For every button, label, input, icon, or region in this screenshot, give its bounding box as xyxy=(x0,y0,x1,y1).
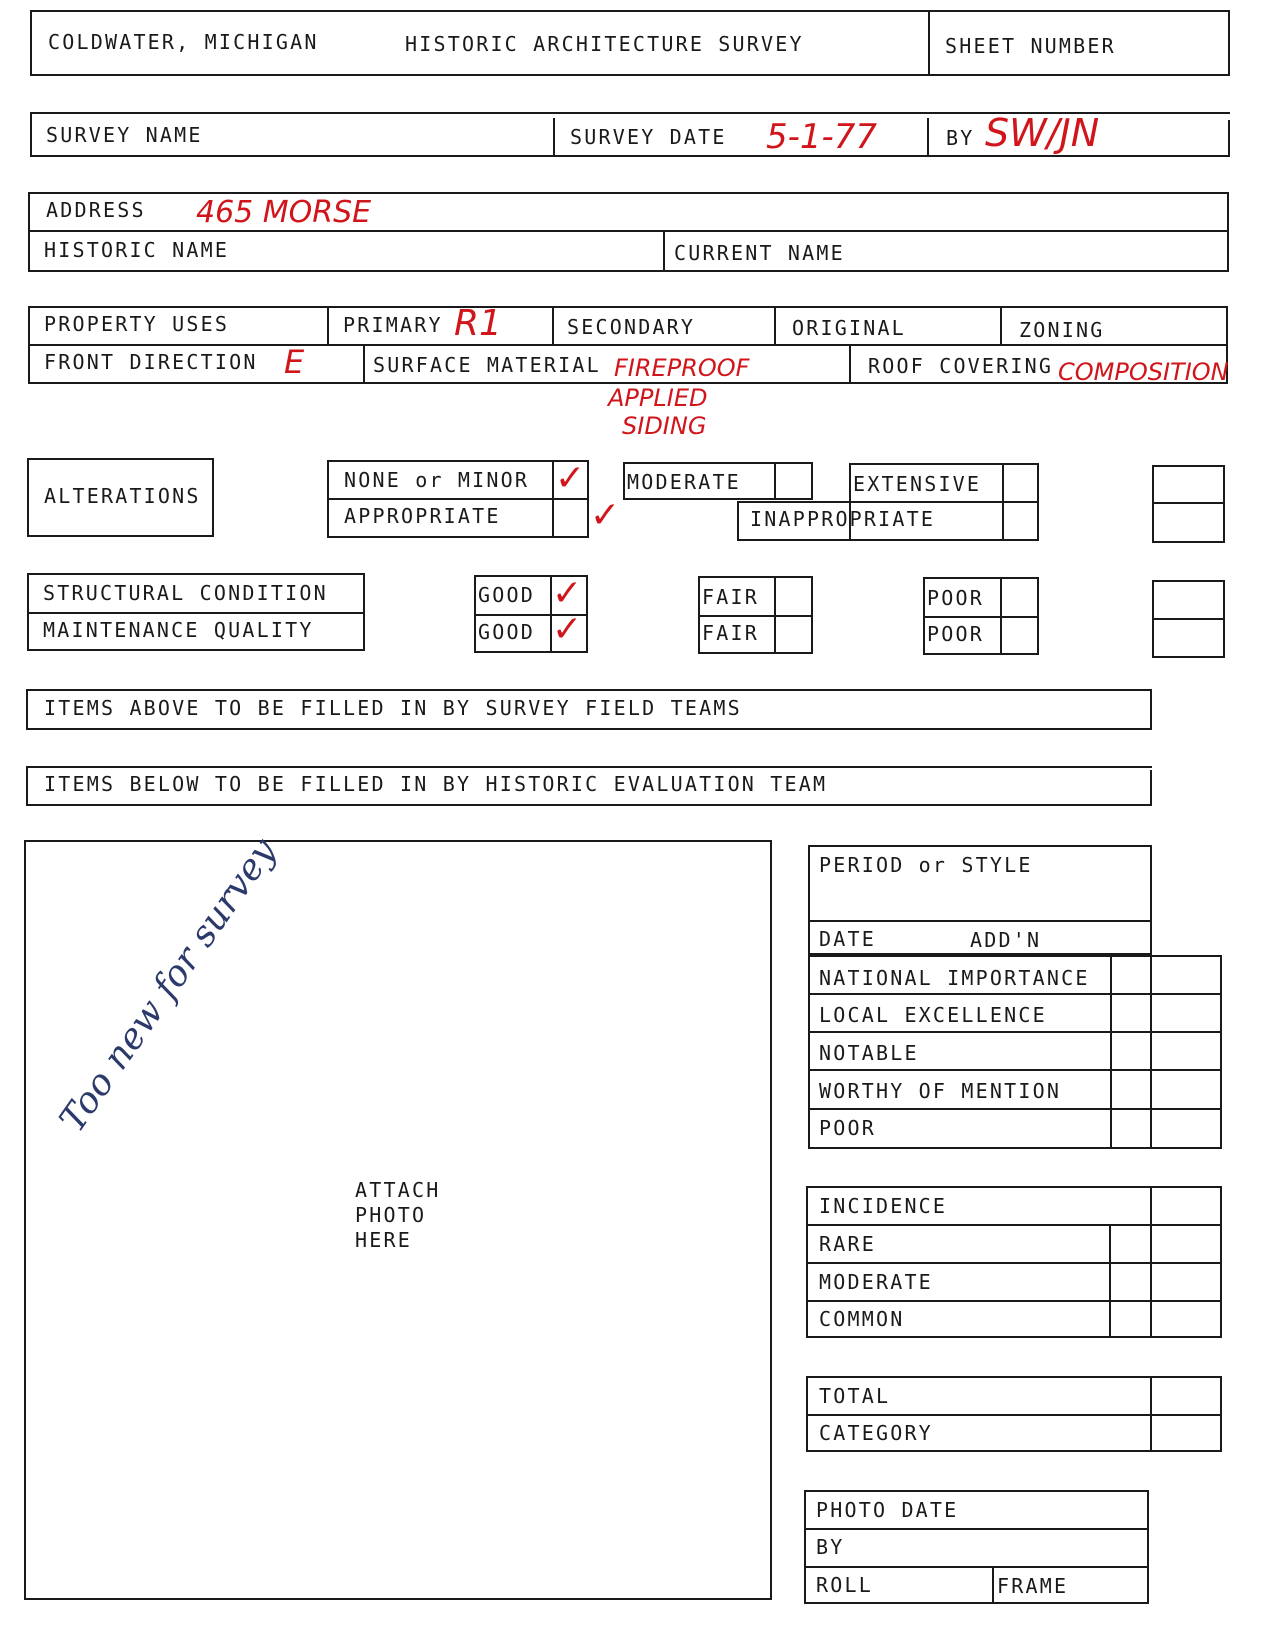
surface-material-line2[interactable]: APPLIED xyxy=(608,384,708,412)
moderate-label: MODERATE xyxy=(627,470,741,494)
current-name-label: CURRENT NAME xyxy=(674,241,845,265)
by-label: BY xyxy=(946,126,975,150)
incidence-rare: RARE xyxy=(819,1232,876,1256)
none-minor-check[interactable]: ✓ xyxy=(555,458,586,499)
roof-covering-value[interactable]: COMPOSITION xyxy=(1058,358,1229,386)
surveyor-initials[interactable]: SW/JN xyxy=(985,111,1100,155)
survey-date-label: SURVEY DATE xyxy=(570,125,727,149)
inappropriate-label: INAPPROPRIATE xyxy=(750,507,936,531)
maintenance-quality-label: MAINTENANCE QUALITY xyxy=(43,618,314,642)
maintenance-good-check[interactable]: ✓ xyxy=(552,609,583,650)
front-direction-value[interactable]: E xyxy=(284,343,305,381)
attach-line1: ATTACH xyxy=(355,1178,441,1202)
front-direction-label: FRONT DIRECTION xyxy=(44,350,258,374)
note-above: ITEMS ABOVE TO BE FILLED IN BY SURVEY FIELD TEAMS xyxy=(44,696,742,720)
incidence-moderate: MODERATE xyxy=(819,1270,933,1294)
historic-name-label: HISTORIC NAME xyxy=(44,238,230,262)
photo-by-label: BY xyxy=(816,1535,845,1559)
roof-covering-label: ROOF COVERING xyxy=(868,354,1054,378)
surface-material-label: SURFACE MATERIAL xyxy=(373,353,601,377)
survey-name-label: SURVEY NAME xyxy=(46,123,203,147)
attach-line2: PHOTO xyxy=(355,1203,427,1227)
good-label-structural: GOOD xyxy=(478,583,535,607)
period-style-label: PERIOD or STYLE xyxy=(819,853,1033,877)
structural-condition-label: STRUCTURAL CONDITION xyxy=(43,581,328,605)
eval-row-national: NATIONAL IMPORTANCE xyxy=(819,966,1090,990)
address-value[interactable]: 465 MORSE xyxy=(196,195,372,230)
alterations-score-box[interactable] xyxy=(1152,465,1225,543)
date-label: DATE xyxy=(819,927,876,951)
total-label: TOTAL xyxy=(819,1384,891,1408)
original-label: ORIGINAL xyxy=(792,316,906,340)
survey-date-value[interactable]: 5-1-77 xyxy=(766,117,878,157)
category-label: CATEGORY xyxy=(819,1421,933,1445)
surface-material-line3[interactable]: SIDING xyxy=(622,412,707,440)
fair-label-maintenance: FAIR xyxy=(702,621,759,645)
eval-row-worthy: WORTHY OF MENTION xyxy=(819,1079,1062,1103)
roll-label: ROLL xyxy=(816,1573,873,1597)
city-label: COLDWATER, MICHIGAN xyxy=(48,30,319,54)
poor-label-structural: POOR xyxy=(927,586,984,610)
structural-good-check[interactable]: ✓ xyxy=(552,573,583,614)
property-uses-label: PROPERTY USES xyxy=(44,312,230,336)
eval-row-poor: POOR xyxy=(819,1116,876,1140)
appropriate-label: APPROPRIATE xyxy=(344,504,501,528)
frame-label: FRAME xyxy=(997,1574,1069,1598)
incidence-common: COMMON xyxy=(819,1307,905,1331)
sheet-number-label: SHEET NUMBER xyxy=(945,34,1116,58)
fair-label-structural: FAIR xyxy=(702,585,759,609)
incidence-label: INCIDENCE xyxy=(819,1194,948,1218)
extensive-label: EXTENSIVE xyxy=(853,472,982,496)
note-below: ITEMS BELOW TO BE FILLED IN BY HISTORIC EVALUATION TEAM xyxy=(44,772,828,796)
address-label: ADDRESS xyxy=(46,198,146,222)
addn-label: ADD'N xyxy=(970,928,1042,952)
attach-line3: HERE xyxy=(355,1228,412,1252)
eval-row-notable: NOTABLE xyxy=(819,1041,919,1065)
eval-row-local: LOCAL EXCELLENCE xyxy=(819,1003,1047,1027)
none-minor-label: NONE or MINOR xyxy=(344,468,530,492)
photo-date-label: PHOTO DATE xyxy=(816,1498,959,1522)
appropriate-check[interactable]: ✓ xyxy=(590,495,621,536)
primary-label: PRIMARY xyxy=(343,313,443,337)
survey-title: HISTORIC ARCHITECTURE SURVEY xyxy=(405,32,804,56)
handwritten-note: Too new for survey xyxy=(52,831,285,1140)
alterations-label: ALTERATIONS xyxy=(44,484,201,508)
secondary-label: SECONDARY xyxy=(567,315,696,339)
surface-material-line1[interactable]: FIREPROOF xyxy=(614,354,750,382)
primary-value[interactable]: R1 xyxy=(454,303,502,344)
zoning-label: ZONING xyxy=(1019,318,1105,342)
poor-label-maintenance: POOR xyxy=(927,622,984,646)
good-label-maintenance: GOOD xyxy=(478,620,535,644)
